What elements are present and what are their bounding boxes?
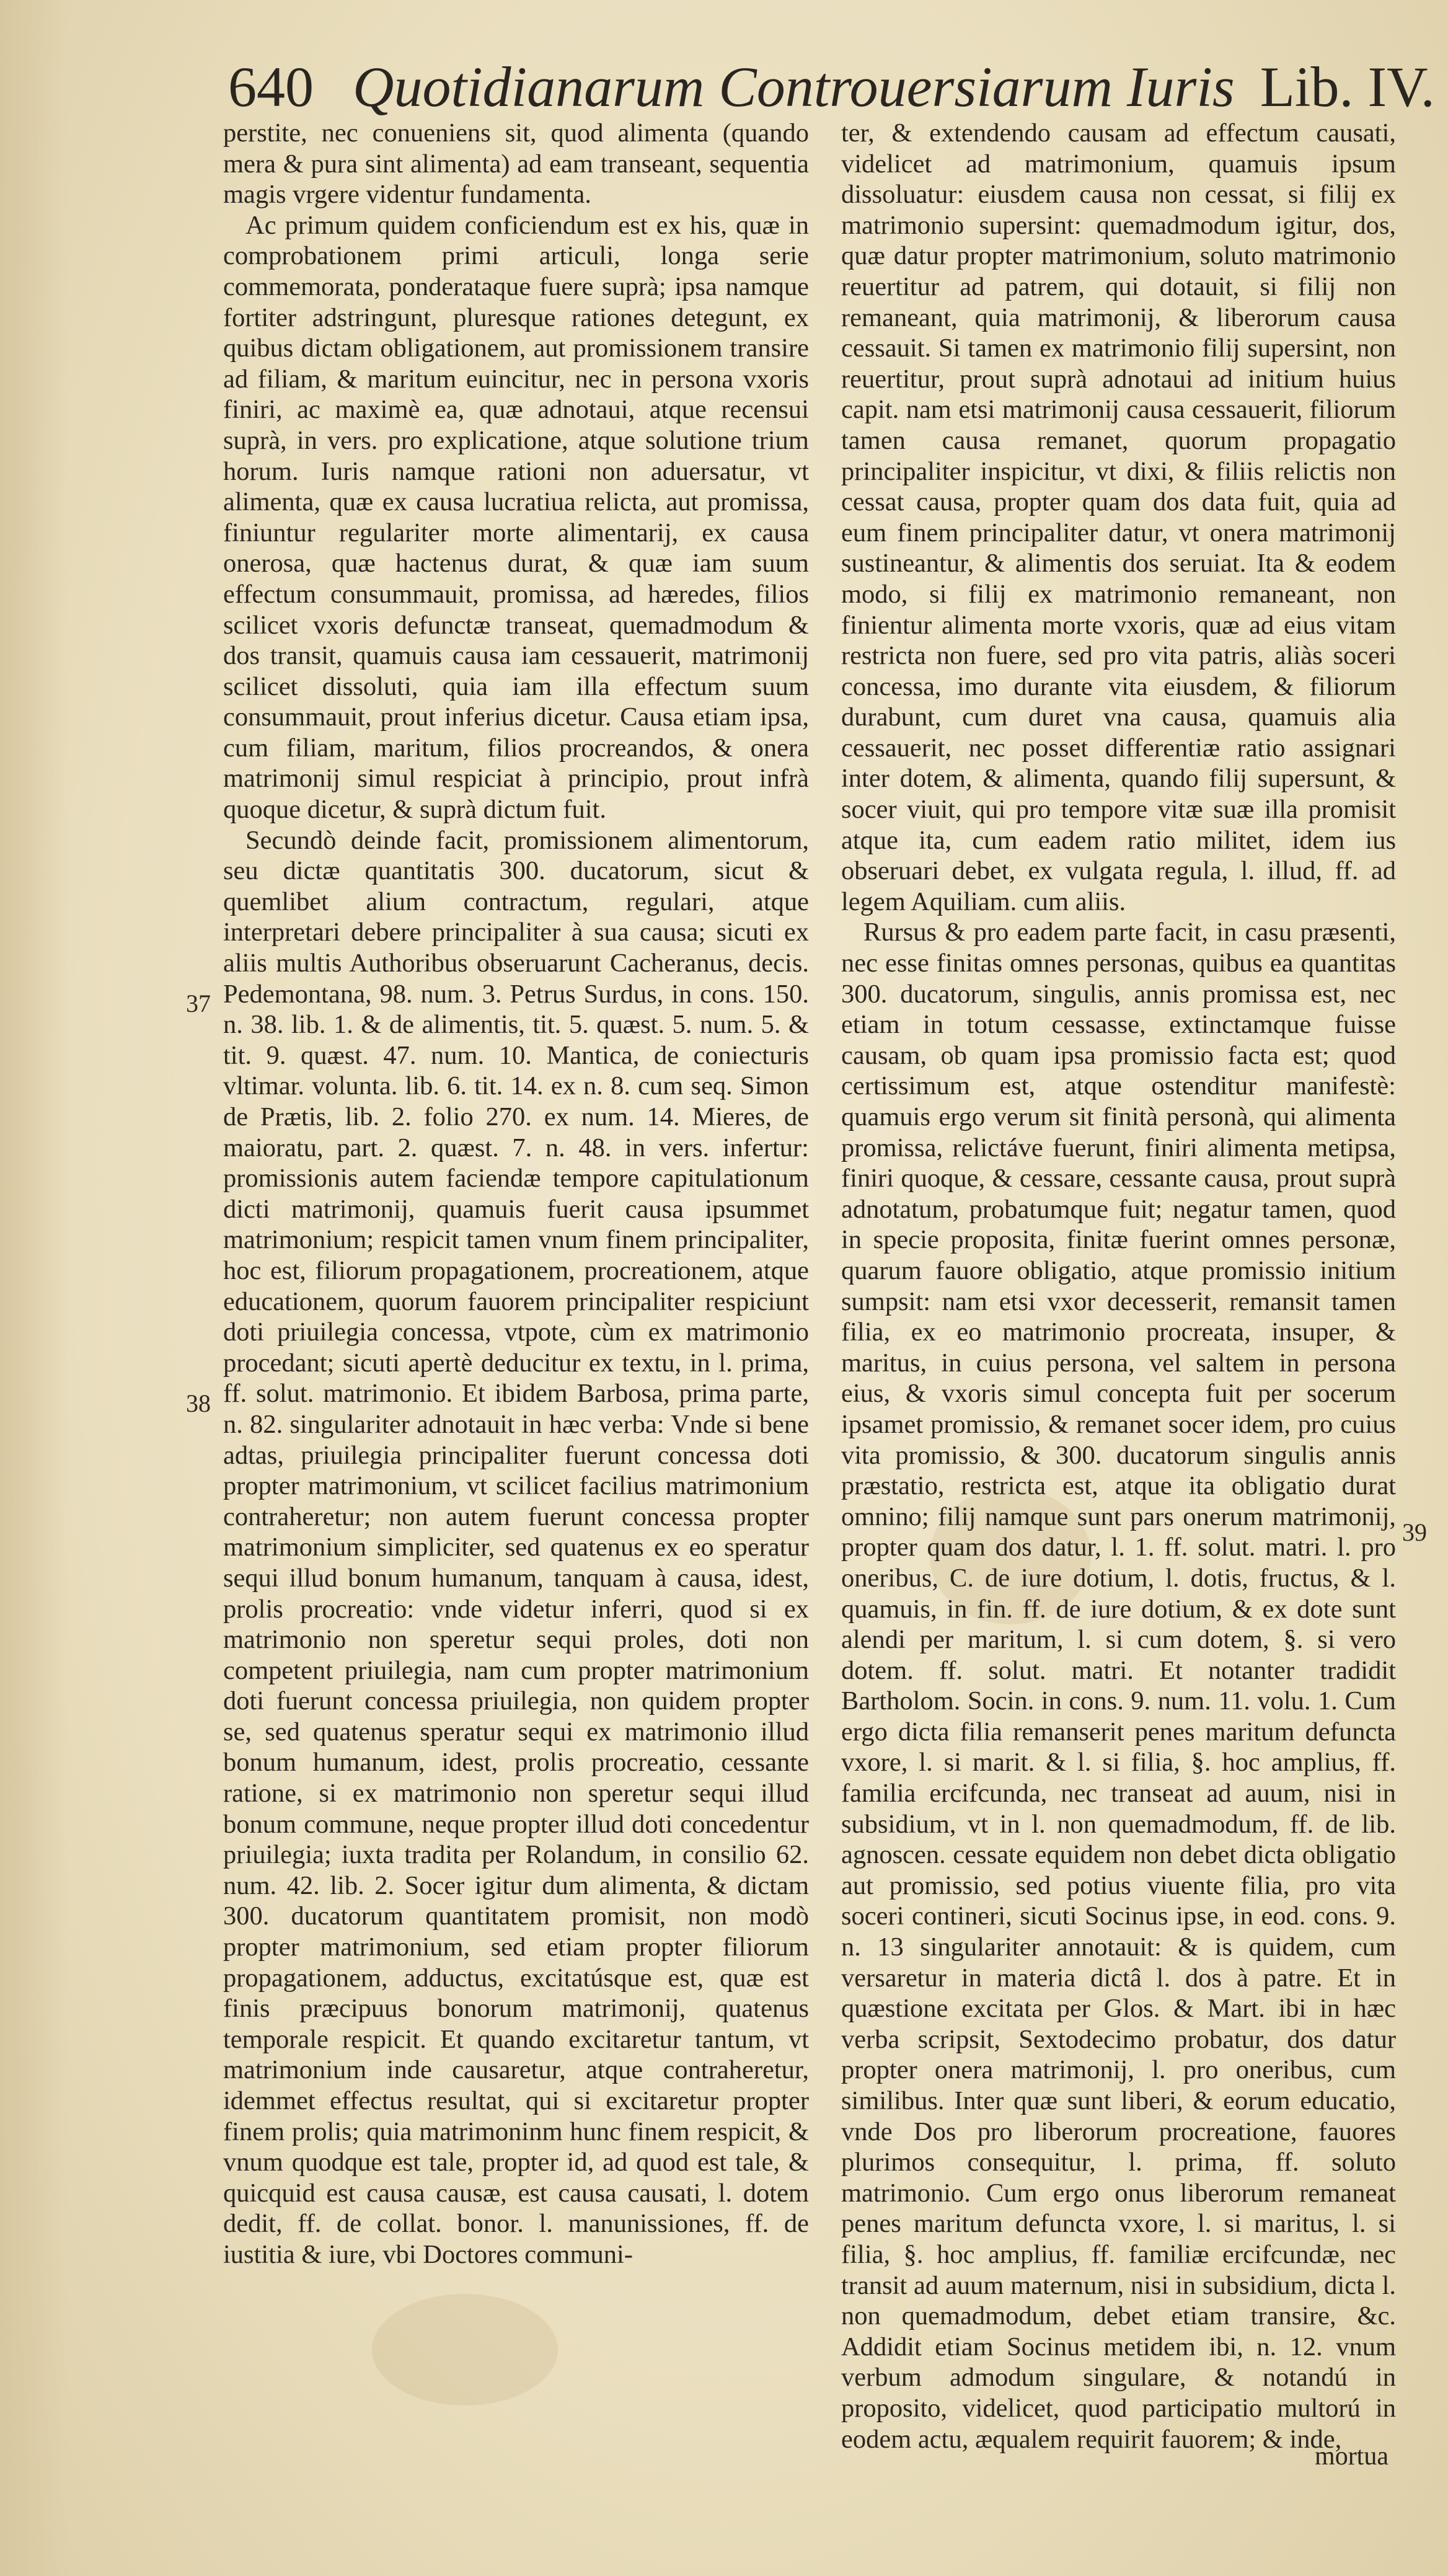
- page-number: 640: [228, 55, 314, 118]
- running-title: Quotidianarum Controuersiarum Iuris: [353, 55, 1235, 118]
- page-edge-shadow: [0, 0, 68, 2576]
- catchword: mortua: [1315, 2442, 1388, 2471]
- paragraph: Secundò deinde facit, promissionem alimentorum, seu dictæ quantitatis 300. ducatorum, sicut & quemlibet alium contractum, regulari, atque interpretari debere principaliter à sua causa; sicuti ex aliis multis Authoribus obseruarunt Cacheranus, decis. Pedemontana, 98. num. 3. Petrus Surdus, in cons. 150. n. 38. lib. 1. & de alimentis, tit. 5. quæst. 5. num. 5. & tit. 9. quæst. 47. num. 10. Mantica, de coniecturis vltimar. volunta. lib. 6. tit. 14. ex n. 8. cum seq. Simon de Prætis, lib. 2. folio 270. ex num. 14. Mieres, de maioratu, part. 2. quæst. 7. n. 48. in vers. infertur: promissionis autem faciendæ tempore capitulationum dicti matrimonij, quamuis fuerit causa ipsummet matrimonium; respicit tamen vnum finem principaliter, hoc est, filiorum propagationem, procreationem, atque educationem, quorum fauorem principaliter respiciunt doti priuilegia concessa, vtpote, cùm ex matrimonio procedant; sicuti apertè deducitur ex textu, in l. prima, ff. solut. matrimonio. Et ibidem Barbosa, prima parte, n. 82. singulariter adnotauit in hæc verba: Vnde si bene adtas, priuilegia principaliter fuerunt concessa doti propter matrimonium, vt scilicet facilius matrimonium contraheretur; non autem fuerunt concessa propter matrimonium simpliciter, sed quatenus ex eo speratur sequi illud bonum humanum, tanquam à causa, idest, prolis procreatio: vnde videtur inferri, quod si ex matrimonio non speretur sequi proles, doti non competent priuilegia, nam cum propter matrimonium doti fuerunt concessa priuilegia, non quidem propter se, sed quatenus speratur sequi ex matrimonio illud bonum humanum, idest, prolis procreatio, cessante ratione, si ex matrimonio non speretur sequi illud bonum commune, neque propter illud doti concedentur priuilegia; iuxta tradita per Rolandum, in consilio 62. num. 42. lib. 2. Socer igitur dum alimenta, & dictam 300. ducatorum quantitatem promisit, non modò propter matrimonium, sed etiam propter filiorum propagationem, adductus, excitatúsque est, quæ est finis præcipuus bonorum matrimonij, quatenus temporale respicit. Et quando excitaretur tantum, vt matrimonium inde causaretur, atque contraheretur, idemmet effectus resultat, qui si excitaretur propter finem prolis; quia matrimoninm hunc finem respicit, & vnum quodque est tale, propter id, ad quod est tale, & quicquid est causa causæ, est causa causati, l. dotem dedit, ff. de collat. bonor. l. manunissiones, ff. de iustitia & iure, vbi Doctores communi-: [223, 825, 809, 2269]
- paragraph: Ac primum quidem conficiendum est ex his, quæ in comprobationem primi articuli, longa serie commemorata, ponderataque fuere suprà; ipsa namque fortiter adstringunt, pluresque rationes detegunt, ex quibus dictam obligationem, aut promissionem transire ad filiam, & maritum euincitur, nec in persona vxoris finiri, ac maximè ea, quæ adnotaui, atque recensui suprà, in vers. pro explicatione, atque solutione trium horum. Iuris namque rationi non aduersatur, vt alimenta, quæ ex causa lucratiua relicta, aut promissa, finiuntur regulariter morte alimentarij, ex causa onerosa, quæ hactenus durat, & quæ iam suum effectum consummauit, promissa, ad hæredes, filios scilicet vxoris defunctæ transeat, quemadmodum & dos transit, quamuis causa iam cessauerit, matrimonij scilicet dissoluti, quia iam illa effectum suum consummauit, prout inferius dicetur. Causa etiam ipsa, cum filiam, maritum, filios procreandos, & onera matrimonij simul respiciat à principio, prout infrà quoque dicetur, & suprà dictum fuit.: [223, 210, 809, 825]
- left-column: [223, 118, 809, 2536]
- margin-number: 37: [186, 989, 211, 1017]
- paragraph: Rursus & pro eadem parte facit, in casu præsenti, nec esse finitas omnes personas, quibus ea quantitas 300. ducatorum, singulis, annis promissa est, nec etiam in totum cessasse, extinctamque fuisse causam, ob quam ipsa promissio facta est; quod certissimum est, atque ostenditur manifestè: quamuis ergo verum sit finità personà, qui alimenta promissa, relictáve fuerunt, finiri alimenta metipsa, finiri quoque, & cessare, cessante causa, prout suprà adnotatum, probatumque fuit; negatur tamen, quod in specie proposita, finitæ fuerint omnes personæ, quarum fauore obligatio, atque promissio initium sumpsit: nam etsi vxor decesserit, remansit tamen filia, ex eo matrimonio procreata, insuper, & maritus, in cuius persona, vel saltem in persona eius, & vxoris simul concepta fuit per socerum ipsamet promissio, & remanet socer idem, pro cuius vita promissio, & 300. ducatorum singulis annis præstatio, restricta est, atque ita obligatio durat omnino; filij namque sunt pars onerum matrimonij, propter quam dos datur, l. 1. ff. solut. matri. l. pro oneribus, C. de iure dotium, l. dotis, fructus, & l. quamuis, in fin. ff. de iure dotium, & ex dote sunt alendi per maritum, l. si cum dotem, §. si vero dotem. ff. solut. matri. Et notanter tradidit Bartholom. Socin. in cons. 9. num. 11. volu. 1. Cum ergo dicta filia remanserit penes maritum defuncta vxore, l. si marit. & l. si filia, §. hoc amplius, ff. familia ercifcunda, nec transeat ad auum, nisi in subsidium, vt in l. non quemadmodum, ff. de lib. agnoscen. cessate equidem non debet dicta obligatio aut promissio, sed potius viuente filia, pro vita soceri contineri, sicuti Socinus ipse, in eod. cons. 9. n. 13 singulariter annotauit: & is quidem, cum versaretur in materia dictâ l. dos à patre. Et in quæstione excitata per Glos. & Mart. ibi in hæc verba scripsit, Sextodecimo probatur, dos datur propter onera matrimonij, l. pro oneribus, cum similibus. Inter quæ sunt liberi, & eorum educatio, vnde Dos pro liberorum procreatione, fauores plurimos consequitur, l. prima, ff. soluto matrimonio. Cum ergo onus liberorum remaneat penes maritum defuncta vxore, l. si maritus, l. si filia, §. hoc amplius, ff. familiæ ercifcundæ, nec transit ad auum maternum, nisi in subsidium, dicta l. non quemadmodum, debet etiam transire, &c. Addidit etiam Socinus metidem ibi, n. 12. vnum verbum admodum singulare, & notandú in proposito, videlicet, quod participatio multorú in eodem actu, æqualem requirit fauorem; & inde,: [841, 918, 1396, 2454]
- running-header: [228, 50, 1443, 124]
- paragraph: perstite, nec conueniens sit, quod alimenta (quando mera & pura sint alimenta) ad eam transeant, sequentia magis vrgere videntur fundamenta.: [223, 118, 809, 210]
- paragraph: ter, & extendendo causam ad effectum causati, videlicet ad matrimonium, quamuis ipsum dissoluatur: eiusdem causa non cessat, si filij ex matrimonio supersint: quemadmodum igitur, dos, quæ datur propter matrimonium, soluto matrimonio reuertitur ad patrem, qui dotauit, si filij non remaneant, quia matrimonij, & liberorum causa cessauit. Si tamen ex matrimonio filij supersint, non reuertitur, prout suprà adnotaui ad initium huius capit. nam etsi matrimonij causa cessauerit, filiorum tamen causa remanet, quorum propagatio principaliter inspicitur, vt dixi, & filiis relictis non cessat causa, propter quam dos data fuit, quia ad eum finem principaliter datur, vt onera matrimonij sustineantur, & alimentis dos seruiat. Ita & eodem modo, si filij ex matrimonio remaneant, non finientur alimenta morte vxoris, quæ ad eius vitam restricta non fuere, sed pro vita patris, aliàs soceri concessa, imo durante vita eiusdem, & filiorum durabunt, cum duret vna causa, quamuis alia cessauerit, nec posset differentiæ ratio assignari inter dotem, & alimenta, quando filij supersunt, & socer viuit, qui pro tempore vitæ suæ illa promisit atque ita, cum eadem ratio militet, idem ius obseruari debet, ex vulgata regula, l. illud, ff. ad legem Aquiliam. cum aliis.: [841, 118, 1396, 916]
- margin-number: 39: [1402, 1518, 1427, 1546]
- margin-number: 38: [186, 1389, 211, 1417]
- right-column: [841, 118, 1396, 2536]
- book-number: Lib. IV.: [1260, 55, 1435, 118]
